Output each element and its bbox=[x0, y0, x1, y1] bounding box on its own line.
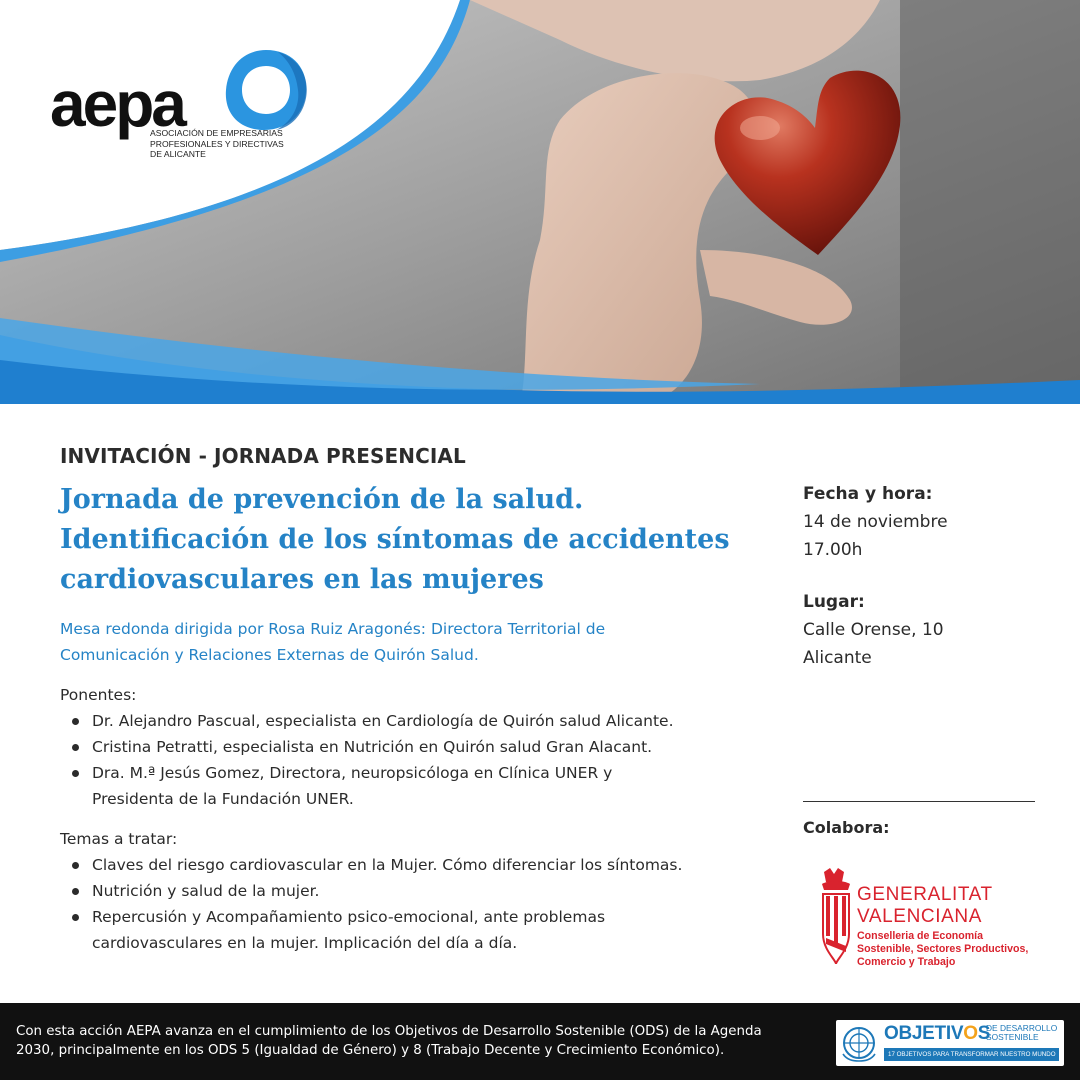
event-moderator-line: Comunicación y Relaciones Externas de Quirón Salud. bbox=[60, 646, 479, 664]
date-value bbox=[803, 508, 1043, 564]
topic-item bbox=[70, 852, 780, 878]
logo-tagline-line: PROFESIONALES Y DIRECTIVAS bbox=[150, 138, 284, 149]
logo-tagline bbox=[150, 128, 284, 160]
ods-title-part: S bbox=[977, 1023, 991, 1044]
topics-heading: Temas a tratar: bbox=[60, 830, 178, 848]
topic-text: Nutrición y salud de la mujer. bbox=[92, 882, 320, 900]
topic-text: cardiovasculares en la mujer. Implicación del día a día. bbox=[92, 934, 518, 952]
place-label: Lugar: bbox=[803, 592, 865, 612]
topic-text: Repercusión y Acompañamiento psico-emocional, ante problemas bbox=[92, 908, 606, 926]
footer-text-line: Con esta acción AEPA avanza en el cumplimiento de los Objetivos de Desarrollo Sostenible (ODS) de la Agenda bbox=[16, 1024, 762, 1039]
gva-department-line: Comercio y Trabajo bbox=[857, 956, 956, 968]
event-title-line: Jornada de prevención de la salud. bbox=[60, 484, 584, 515]
place-value bbox=[803, 616, 1043, 672]
ods-title-wheel: O bbox=[963, 1023, 978, 1044]
speaker-item bbox=[70, 708, 780, 734]
speakers-heading: Ponentes: bbox=[60, 686, 137, 704]
invitation-kicker: INVITACIÓN - JORNADA PRESENCIAL bbox=[60, 444, 466, 468]
gva-department-line: Conselleria de Economía bbox=[857, 930, 983, 942]
ods-subtitle bbox=[986, 1024, 1057, 1042]
speaker-text: Cristina Petratti, especialista en Nutrición en Quirón salud Gran Alacant. bbox=[92, 738, 653, 756]
logo-wordmark: aepa bbox=[50, 68, 184, 140]
event-moderator-line: Mesa redonda dirigida por Rosa Ruiz Aragonés: Directora Territorial de bbox=[60, 620, 606, 638]
ods-subtitle-line: DE DESARROLLO bbox=[986, 1023, 1058, 1033]
generalitat-valenciana-logo bbox=[818, 868, 1048, 978]
gva-coat-of-arms-icon bbox=[818, 868, 854, 968]
footer-bar bbox=[0, 1003, 1080, 1080]
gva-department-line: Sostenible, Sectores Productivos, bbox=[857, 943, 1029, 955]
place-block bbox=[803, 588, 1043, 672]
topic-item bbox=[70, 878, 780, 904]
topic-item bbox=[70, 904, 780, 956]
speaker-item bbox=[70, 760, 780, 812]
aepa-logo bbox=[50, 44, 310, 174]
speaker-text: Dra. M.ª Jesús Gomez, Directora, neuropsicóloga en Clínica UNER y bbox=[92, 764, 613, 782]
footer-ods-statement bbox=[16, 1022, 762, 1060]
event-title bbox=[60, 480, 780, 600]
logo-tagline-line: DE ALICANTE bbox=[150, 149, 206, 159]
speaker-item bbox=[70, 734, 780, 760]
gva-department bbox=[857, 930, 1028, 969]
event-title-line: Identificación de los síntomas de accidentes bbox=[60, 524, 730, 555]
ods-strapline: 17 OBJETIVOS PARA TRANSFORMAR NUESTRO MUNDO bbox=[884, 1048, 1059, 1061]
event-moderator bbox=[60, 616, 780, 668]
date-label: Fecha y hora: bbox=[803, 484, 933, 504]
ods-badge bbox=[836, 1020, 1064, 1066]
ods-title-part: OBJETIV bbox=[884, 1023, 964, 1044]
gva-name-line: GENERALITAT bbox=[857, 884, 993, 905]
footer-text-line: 2030, principalmente en los ODS 5 (Igualdad de Género) y 8 (Trabajo Decente y Crecimiento Económico). bbox=[16, 1043, 725, 1058]
collaborator-label: Colabora: bbox=[803, 818, 890, 837]
place-city: Alicante bbox=[803, 648, 872, 668]
speaker-text: Dr. Alejandro Pascual, especialista en Cardiología de Quirón salud Alicante. bbox=[92, 712, 674, 730]
event-date: 14 de noviembre bbox=[803, 512, 948, 532]
ods-title bbox=[884, 1023, 990, 1045]
gva-name-line: VALENCIANA bbox=[857, 906, 982, 927]
event-title-line: cardiovasculares en las mujeres bbox=[60, 564, 544, 595]
speakers-list bbox=[60, 708, 780, 812]
topics-list bbox=[60, 852, 780, 956]
event-time: 17.00h bbox=[803, 540, 863, 560]
event-description bbox=[60, 444, 780, 956]
place-street: Calle Orense, 10 bbox=[803, 620, 944, 640]
speaker-text: Presidenta de la Fundación UNER. bbox=[92, 790, 354, 808]
ods-subtitle-line: SOSTENIBLE bbox=[986, 1032, 1039, 1042]
logo-ring-icon bbox=[218, 44, 314, 136]
hero-banner bbox=[0, 0, 1080, 404]
un-emblem-icon bbox=[839, 1024, 879, 1062]
topic-text: Claves del riesgo cardiovascular en la Mujer. Cómo diferenciar los síntomas. bbox=[92, 856, 683, 874]
gva-name bbox=[857, 884, 993, 928]
logo-tagline-line: ASOCIACIÓN DE EMPRESARIAS bbox=[150, 128, 283, 138]
section-divider bbox=[803, 801, 1035, 802]
event-details bbox=[803, 480, 1043, 672]
